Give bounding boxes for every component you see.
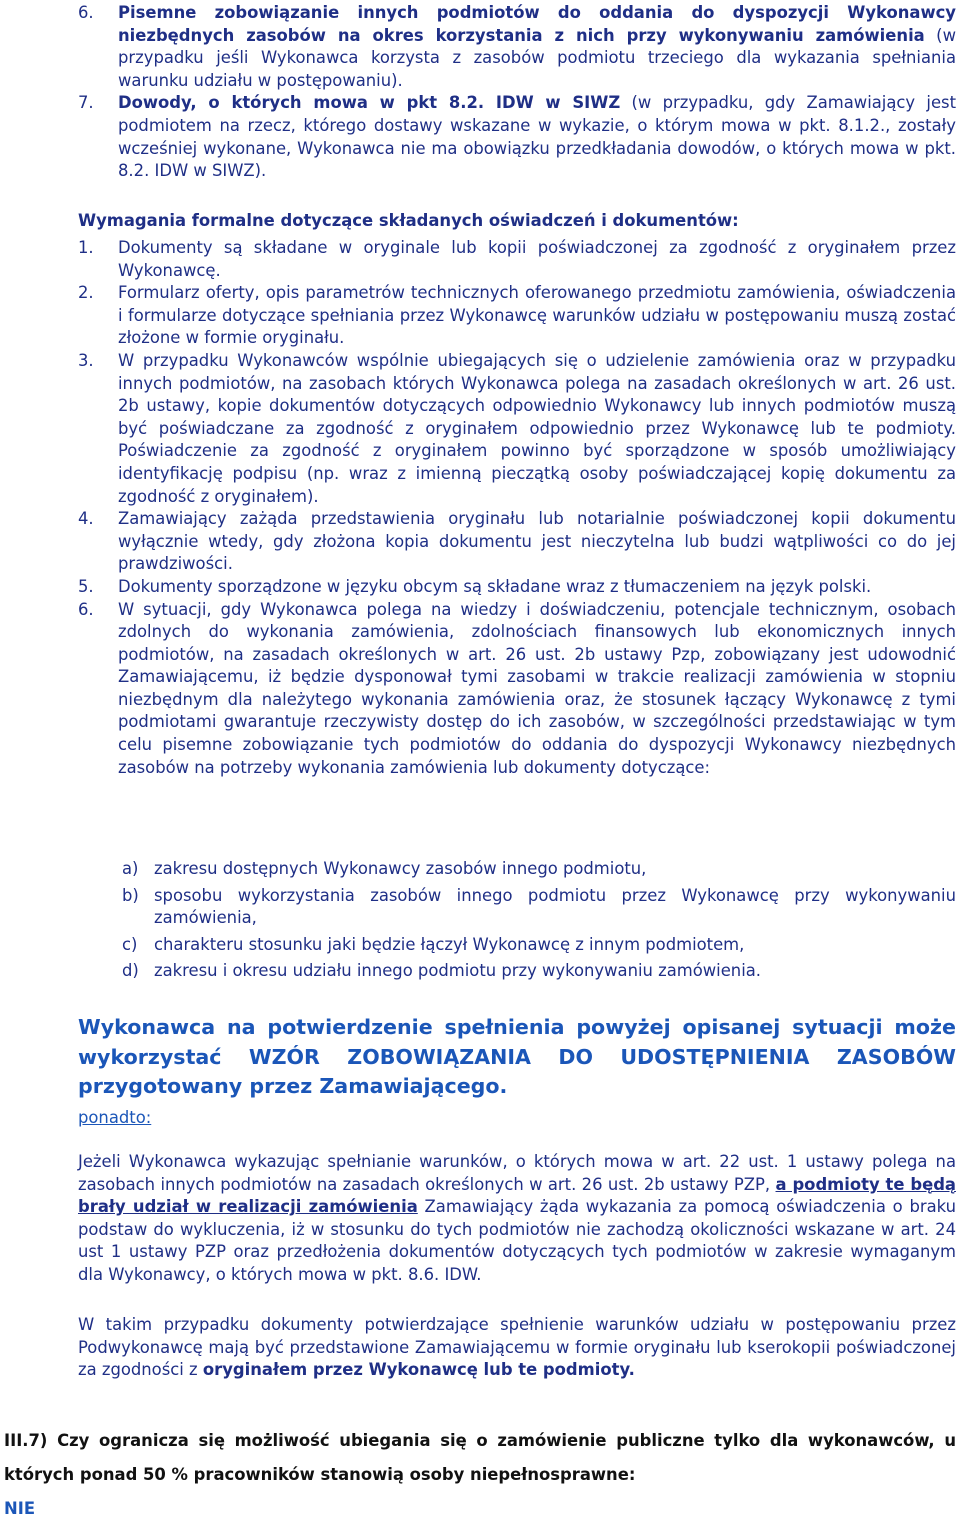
list-item — [78, 92, 956, 182]
note-template-name: WZÓR ZOBOWIĄZANIA DO UDOSTĘPNIENIA ZASOBÓW — [248, 1044, 957, 1069]
list-item-number: 1. — [78, 238, 94, 257]
list-item-number: 4. — [78, 509, 94, 529]
requirements-list-top — [78, 2, 956, 183]
sub-list-item — [122, 858, 956, 881]
sub-list-item — [122, 885, 956, 930]
sub-list-item — [122, 960, 956, 983]
list-item-text: (w przypadku jeśli Wykonawca korzysta z zasobów podmiotu trzeciego dla wykazania spełniania warunku udziału w postępowaniu). — [118, 25, 956, 90]
list-item — [78, 599, 956, 780]
subcontractor-paragraph — [78, 1151, 956, 1287]
list-item — [78, 576, 956, 599]
section-number: III.7) — [4, 1431, 48, 1450]
list-item-text: W przypadku Wykonawców wspólnie ubiegających się o udzielenie zamówienia oraz w przypadku innych podmiotów, na zasobach których Wykonawca polega na zasadach określonych w art. 26 ust. 2b ustawy, kopie dokumentów dotyczących odpowiednio Wykonawcy lub innych podmiotów muszą być poświadczane za zgodność z oryginałem odpowiednio przez Wykonawcę lub te podmioty. Poświadczenie za zgodność z oryginałem powinno być sporządzone w sposób umożliwiający identyfikację podpisu (np. wraz z imienną pieczątką osoby poświadczającej kopię dokumentu za zgodność z oryginałem). — [118, 350, 956, 506]
formal-requirements-list — [78, 237, 956, 779]
list-item-number: 2. — [78, 283, 94, 303]
list-item-text: Dokumenty są składane w oryginale lub kopii poświadczonej za zgodność z oryginałem przez Wykonawcę. — [118, 238, 956, 280]
paragraph-text-end: Zamawiający żąda wykazania za pomocą oświadczenia o braku podstaw do wykluczenia, iż w stosunku do tych podmiotów nie zachodzą okoliczności wskazane w art. 24 ust 1 ustawy PZP oraz przedłożenia dokumentów dotyczących tych podmiotów w zakresie wymaganym dla Wykonawcy, o których mowa w pkt. 8.6. IDW. — [78, 1197, 957, 1284]
sub-list-item-text: sposobu wykorzystania zasobów innego podmiotu przez Wykonawcę przy wykonywaniu zamówienia, — [154, 885, 956, 928]
list-item-number: 6. — [78, 599, 94, 619]
paragraph-underlined-text: a podmioty te będą brały udział w realizacji zamówienia — [78, 1174, 956, 1217]
list-item — [78, 2, 956, 92]
list-item-number: 3. — [78, 350, 94, 370]
resource-template-note — [78, 1013, 956, 1102]
list-item-bold: Pisemne zobowiązanie innych podmiotów do oddania do dyspozycji Wykonawcy niezbędnych zasobów na okres korzystania z nich przy wykonywaniu zamówienia — [118, 3, 956, 45]
paragraph-text: Jeżeli Wykonawca wykazując spełnianie warunków, o których mowa w art. 22 ust. 1 ustawy polega na zasobach innych podmiotów na zasadach określonych w art. 26 ust. 2b ustawy PZP, — [78, 1152, 956, 1194]
sub-list-item-letter: c) — [122, 934, 138, 954]
list-item-text: Zamawiający zażąda przedstawienia oryginału lub notarialnie poświadczonej kopii dokumentu wyłącznie wtedy, gdy złożona kopia dokumentu jest nieczytelna lub budzi wątpliwości co do jej prawdziwości. — [118, 509, 956, 574]
note-text-end: przygotowany przez Zamawiającego. — [78, 1074, 508, 1098]
list-item-number: 5. — [78, 576, 94, 596]
sub-list — [122, 858, 956, 983]
section-question: Czy ogranicza się możliwość ubiegania się o zamówienie publiczne tylko dla wykonawców, u których ponad 50 % pracowników stanowią osoby niepełnosprawne: — [4, 1431, 956, 1484]
list-item — [78, 508, 956, 576]
paragraph-bold-text: oryginałem przez Wykonawcę lub te podmioty. — [202, 1360, 635, 1380]
list-item-number: 6. — [78, 3, 94, 22]
sub-list-item-letter: d) — [122, 961, 139, 981]
sub-list-item — [122, 934, 956, 957]
formal-requirements-heading: Wymagania formalne dotyczące składanych oświadczeń i dokumentów: — [78, 211, 739, 230]
paragraph-text: W takim przypadku dokumenty potwierdzające spełnienie warunków udziału w postępowaniu przez Podwykonawcę mają być przedstawione Zamawiającemu w formie oryginału lub kserokopii poświadczonej za zgodności z — [78, 1315, 956, 1380]
list-item-text: (w przypadku, gdy Zamawiający jest podmiotem na rzecz, którego dostawy wskazane w wykazie, o którym mowa w pkt. 8.1.2., zostały wcześniej wykonane, Wykonawca nie ma obowiązku przedkładania dowodów, o których mowa w pkt. 8.2. IDW w SIWZ). — [118, 93, 956, 181]
section-iii-7 — [4, 1424, 956, 1526]
section-answer: NIE — [4, 1499, 36, 1518]
sub-list-item-text: zakresu i okresu udziału innego podmiotu przy wykonywaniu zamówienia. — [154, 961, 761, 981]
list-item-text: Formularz oferty, opis parametrów technicznych oferowanego przedmiotu zamówienia, oświadczenia i formularze dotyczące spełniania przez Wykonawcę warunków udziału w postępowaniu muszą zostać złożone w formie oryginału. — [118, 283, 956, 348]
note-text: Wykonawca na potwierdzenie spełnienia powyżej opisanej sytuacji może wykorzystać — [78, 1015, 956, 1069]
list-item-number: 7. — [78, 93, 94, 113]
list-item — [78, 350, 956, 508]
list-item-text: Dokumenty sporządzone w języku obcym są składane wraz z tłumaczeniem na język polski. — [118, 576, 872, 596]
sub-list-item-letter: b) — [122, 885, 139, 905]
sub-list-item-letter: a) — [122, 859, 139, 878]
ponadto-label: ponadto: — [78, 1108, 152, 1127]
sub-list-item-text: charakteru stosunku jaki będzie łączył Wykonawcę z innym podmiotem, — [154, 934, 745, 954]
list-item-bold: Dowody, o których mowa w pkt 8.2. IDW w SIWZ — [118, 93, 621, 113]
sub-list-item-text: zakresu dostępnych Wykonawcy zasobów innego podmiotu, — [154, 859, 647, 878]
list-item — [78, 237, 956, 282]
list-item-text: W sytuacji, gdy Wykonawca polega na wiedzy i doświadczeniu, potencjale technicznym, osobach zdolnych do wykonania zamówienia, zdolnościach finansowych lub ekonomicznych innych podmiotów, na zasadach określonych w art. 26 ust. 2b ustawy Pzp, zobowiązany jest udowodnić Zamawiającemu, iż będzie dysponował tymi zasobami w trakcie realizacji zamówienia w stopniu niezbędnym dla należytego wykonania zamówienia oraz, że stosunek łączący Wykonawcę z tymi podmiotami gwarantuje rzeczywisty dostęp do ich zasobów, w szczególności przedstawiając w tym celu pisemne zobowiązanie tych podmiotów do oddania do dyspozycji Wykonawcy niezbędnych zasobów na potrzeby wykonania zamówienia lub dokumenty dotyczące: — [118, 599, 956, 777]
documents-paragraph — [78, 1314, 956, 1382]
list-item — [78, 282, 956, 350]
